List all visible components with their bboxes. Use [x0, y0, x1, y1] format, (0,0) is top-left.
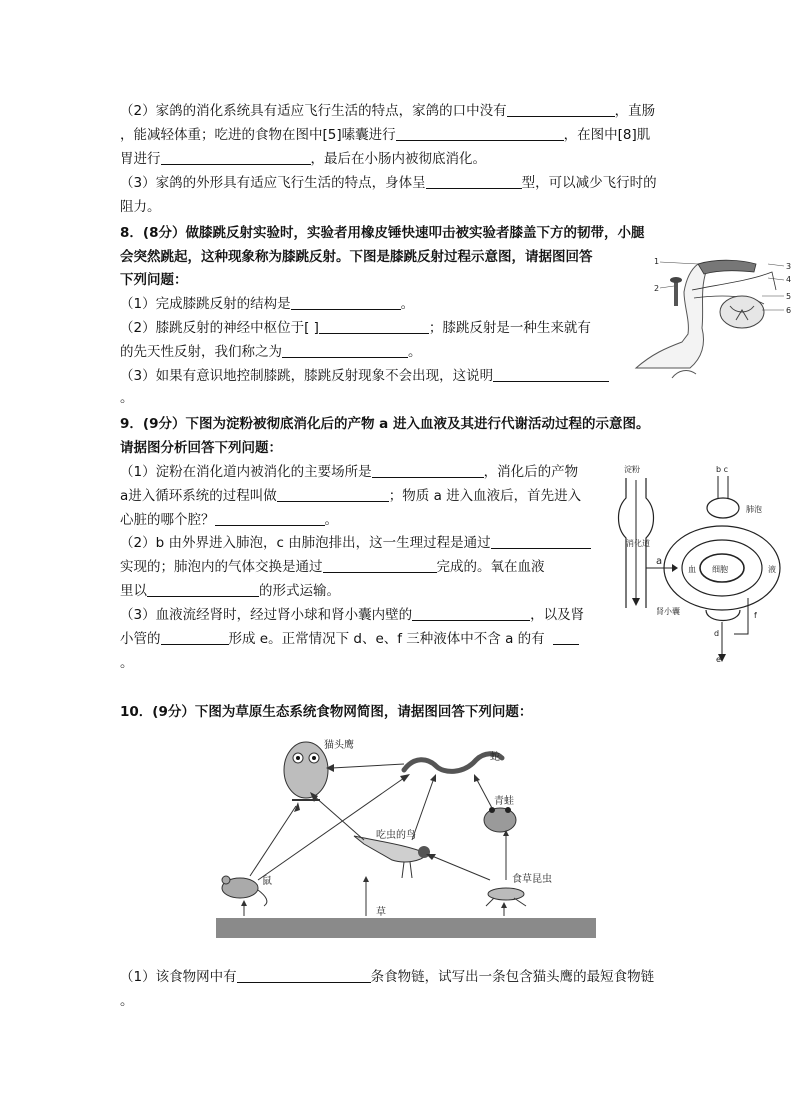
answer-blank[interactable] — [491, 534, 591, 549]
reabsorption-line — [734, 598, 748, 634]
label-line — [768, 278, 784, 280]
answer-blank[interactable] — [291, 295, 401, 310]
bird-label: 吃虫的鸟 — [376, 830, 416, 841]
metabolism-figure — [612, 458, 788, 666]
foot-outline — [672, 371, 696, 378]
q7-p2-text: ，能减轻体重；吃进的食物在图中[5]嗉囊进行 — [120, 127, 396, 143]
answer-blank[interactable] — [323, 558, 437, 573]
q9-p2-text: （2）b 由外界进入肺泡，c 由肺泡排出，这一生理过程是通过 — [120, 535, 491, 551]
alveolus-shape — [707, 498, 739, 518]
mouse-label: 鼠 — [262, 876, 272, 887]
answer-blank[interactable] — [507, 102, 615, 117]
q9-p2-text: 实现的；肺泡内的气体交换是通过 — [120, 559, 323, 575]
renal-capsule-shape — [706, 610, 740, 621]
q9-p3-text: 小管的 — [120, 631, 161, 647]
hammer-head — [670, 277, 682, 283]
q8-p3-line2 — [120, 388, 134, 408]
q9-p1-line2 — [120, 486, 581, 506]
digestive-tract-left — [619, 478, 627, 608]
q8-p1 — [120, 294, 414, 314]
bird-icon — [354, 836, 430, 878]
grass-strip — [216, 918, 596, 938]
q9-title-line2: 请据图分析回答下列问题： — [120, 440, 282, 456]
q9-p2-line2 — [120, 557, 545, 577]
q9-p1-text: ；物质 a 进入血液后，首先进入 — [388, 488, 582, 504]
q8-p2-text: 。 — [408, 344, 422, 360]
a-label: a — [656, 556, 663, 567]
label-2: 2 — [654, 284, 660, 293]
owl-icon — [284, 742, 328, 800]
q8-p2-line1 — [120, 318, 591, 338]
answer-blank[interactable] — [372, 463, 484, 478]
q8-title-line2: 会突然跳起，这种现象称为膝跳反射。下图是膝跳反射过程示意图，请据图回答 — [120, 249, 593, 265]
q9-p3-text: 。 — [120, 655, 134, 671]
knee-reflex-figure — [632, 250, 794, 384]
snake-icon — [404, 754, 502, 772]
label-5: 5 — [786, 292, 792, 301]
q10-p1-line2 — [120, 991, 134, 1011]
q9-p3-text: 形成 e。正常情况下 d、e、f 三种液体中不含 a 的有 — [228, 631, 545, 647]
q10-p1-line1 — [120, 967, 654, 987]
q7-p2-text: （2）家鸽的消化系统具有适应飞行生活的特点，家鸽的口中没有 — [120, 103, 507, 119]
q10-p1-text: 。 — [120, 993, 134, 1009]
e-label: e — [716, 655, 721, 664]
q9-title-line1: 9．(9分）下图为淀粉被彻底消化后的产物 a 进入血液及其进行代谢活动过程的示意图。 — [120, 416, 650, 432]
snake-label: 蛇 — [490, 752, 500, 763]
q8-title-line3: 下列问题： — [120, 272, 188, 288]
label-6: 6 — [786, 306, 792, 315]
q7-p2-text: ，在图中[8]肌 — [563, 127, 651, 143]
q10-p1-text: 条食物链，试写出一条包含猫头鹰的最短食物链 — [370, 969, 655, 985]
label-line — [660, 262, 698, 264]
answer-blank[interactable] — [161, 630, 229, 645]
q8-p3-line1 — [120, 366, 609, 386]
answer-blank[interactable] — [277, 487, 389, 502]
q8-p2-text: ；膝跳反射是一种生来就有 — [428, 320, 591, 336]
grasshopper-icon — [486, 888, 526, 906]
answer-blank[interactable] — [553, 630, 579, 645]
q9-p1-text: ，消化后的产物 — [483, 464, 579, 480]
arrow-head — [672, 564, 678, 572]
q9-p2-text: 的形式运输。 — [259, 583, 340, 599]
bc-label: b c — [716, 465, 729, 474]
owl-label: 猫头鹰 — [324, 740, 354, 751]
answer-blank[interactable] — [215, 511, 325, 526]
q9-p2-text: 里以 — [120, 583, 147, 599]
label-4: 4 — [786, 275, 792, 284]
label-1: 1 — [654, 257, 660, 266]
arrow-head — [632, 598, 640, 606]
answer-blank[interactable] — [396, 126, 564, 141]
q9-p1-text: 。 — [324, 512, 338, 528]
q9-p1-line1 — [120, 462, 578, 482]
q8-p2-line2 — [120, 342, 422, 362]
digestive-tract-label: 消化道 — [626, 539, 650, 548]
answer-blank[interactable] — [493, 367, 609, 382]
q10-p1-text: （1）该食物网中有 — [120, 969, 237, 985]
fluid-label: 液 — [768, 565, 776, 574]
grass-label: 草 — [376, 907, 386, 918]
q8-p2-text: 的先天性反射，我们称之为 — [120, 344, 282, 360]
q7-p2-line2 — [120, 125, 650, 145]
q7-p2-text: 胃进行 — [120, 151, 161, 167]
q9-p1-line3 — [120, 510, 338, 530]
q7-p3-text: （3）家鸽的外形具有适应飞行生活的特点，身体呈 — [120, 175, 426, 191]
q9-p3-line3 — [120, 653, 134, 673]
thigh-muscle — [698, 260, 756, 274]
q9-p3-text: ，以及肾 — [530, 607, 585, 623]
q9-p2-line1 — [120, 533, 591, 553]
frog-icon — [484, 807, 516, 832]
label-3: 3 — [786, 262, 792, 271]
q10-title: 10．(9分）下图为草原生态系统食物网简图，请据图回答下列问题： — [120, 704, 533, 720]
grasshopper-label: 食草昆虫 — [512, 874, 552, 885]
q9-p3-line2 — [120, 629, 579, 649]
answer-blank[interactable] — [319, 319, 429, 334]
q9-p3-text: （3）血液流经肾时，经过肾小球和肾小囊内壁的 — [120, 607, 413, 623]
food-web-arrowheads — [241, 764, 509, 908]
q8-p1-text: （1）完成膝跳反射的结构是 — [120, 296, 291, 312]
answer-blank[interactable] — [147, 582, 259, 597]
q8-p3-text: （3）如果有意识地控制膝跳，膝跳反射现象不会出现，这说明 — [120, 368, 494, 384]
answer-blank[interactable] — [237, 968, 371, 983]
f-label: f — [754, 611, 757, 620]
q9-p2-line3 — [120, 581, 340, 601]
q9-p1-text: （1）淀粉在消化道内被消化的主要场所是 — [120, 464, 372, 480]
q9-p3-line1 — [120, 605, 584, 625]
cell-label: 细胞 — [712, 565, 728, 574]
food-web-figure — [214, 730, 598, 942]
q9-p1-text: a进入循环系统的过程叫做 — [120, 488, 277, 504]
answer-blank[interactable] — [412, 606, 530, 621]
starch-label: 淀粉 — [624, 465, 640, 474]
q7-p2-text: ，直肠 — [614, 103, 656, 119]
q8-p3-text: 。 — [120, 390, 134, 406]
answer-blank[interactable] — [161, 150, 311, 165]
alveolus-label: 肺泡 — [746, 505, 762, 514]
hammer-handle — [674, 280, 678, 306]
d-label: d — [714, 629, 720, 638]
q7-p3-line2 — [120, 197, 161, 217]
q7-p2-line1 — [120, 101, 655, 121]
answer-blank[interactable] — [282, 343, 408, 358]
renal-capsule-label: 肾小囊 — [656, 607, 680, 616]
frog-label: 青蛙 — [494, 796, 514, 807]
q8-p2-text: （2）膝跳反射的神经中枢位于[ ] — [120, 320, 319, 336]
label-line — [768, 264, 784, 266]
q9-p2-text: 完成的。氧在血液 — [436, 559, 545, 575]
q7-p3-text: 阻力。 — [120, 199, 161, 215]
label-line — [660, 286, 674, 288]
q9-p1-text: 心脏的哪个腔？ — [120, 512, 215, 528]
q7-p2-text: ，最后在小肠内被彻底消化。 — [310, 151, 486, 167]
q8-title-line1: 8．(8分）做膝跳反射实验时，实验者用橡皮锤快速叩击被实验者膝盖下方的韧带，小腿 — [120, 225, 645, 241]
q7-p3-text: 型，可以减少飞行时的 — [521, 175, 657, 191]
answer-blank[interactable] — [426, 174, 522, 189]
blood-label: 血 — [688, 565, 696, 574]
q8-p1-text: 。 — [400, 296, 415, 312]
q7-p2-line3 — [120, 149, 486, 169]
q7-p3-line1 — [120, 173, 657, 193]
